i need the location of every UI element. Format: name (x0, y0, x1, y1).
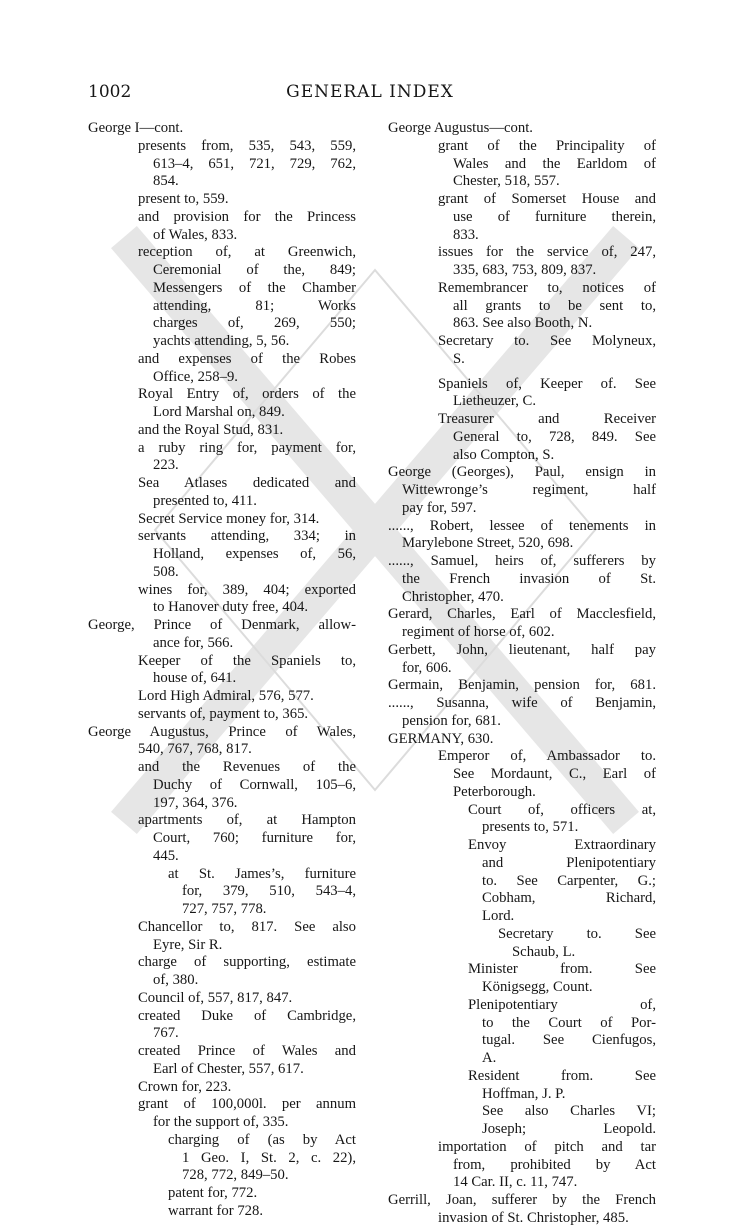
index-subentry-line: 14 Car. II, c. 11, 747. (453, 1174, 578, 1191)
index-heading-line: George, Prince of Denmark, allow- (88, 617, 356, 633)
running-head: GENERAL INDEX (286, 82, 454, 102)
index-subentry-line: for, 379, 510, 543–4, (182, 883, 356, 900)
index-subentry-line: and the Royal Stud, 831. (138, 421, 284, 438)
index-subentry-line: Envoy Extraordinary (468, 837, 656, 853)
index-subentry-line: all grants to be sent to, (453, 297, 656, 314)
index-subentry-line: importation of pitch and tar (438, 1138, 656, 1155)
index-subentry-line: charges of, 269, 550; (153, 315, 356, 332)
index-subentry-line: grant of 100,000l. per annum (138, 1096, 356, 1113)
index-subentry-line: Keeper of the Spaniels to, (138, 652, 356, 669)
index-subentry-line: the French invasion of St. (402, 570, 656, 587)
index-subentry-line: of, 380. (153, 972, 199, 988)
index-heading-line: GERMANY, 630. (388, 730, 494, 747)
index-subentry-line: 335, 683, 753, 809, 837. (453, 262, 597, 278)
index-subentry-line: wines for, 389, 404; exported (138, 581, 356, 598)
index-subentry-line: presented to, 411. (153, 492, 257, 509)
index-subentry-line: apartments of, at Hampton (138, 812, 356, 829)
index-subentry-line: 728, 772, 849–50. (182, 1167, 289, 1184)
index-subentry-line: 540, 767, 768, 817. (138, 741, 252, 758)
index-heading-line: George Augustus, Prince of Wales, (88, 723, 356, 740)
index-subentry-line: servants attending, 334; in (138, 528, 356, 545)
index-subentry-line: also Compton, S. (453, 446, 555, 463)
index-subentry-line: 613–4, 651, 721, 729, 762, (153, 155, 356, 172)
index-subentry-line: Secretary to. See (498, 925, 656, 942)
index-subentry-line: Resident from. See (468, 1067, 656, 1084)
index-subentry-line: General to, 728, 849. See (453, 428, 656, 445)
index-subentry-line: Marylebone Street, 520, 698. (402, 535, 574, 552)
index-subentry-line: See Mordaunt, C., Earl of (453, 766, 656, 782)
index-subentry-line: See also Charles VI; (482, 1103, 656, 1120)
index-subentry-line: Cobham, Richard, (482, 890, 656, 907)
index-subentry-line: Court, 760; furniture for, (153, 830, 356, 846)
page-number: 1002 (88, 82, 132, 102)
index-heading-line: Gerbett, John, lieutenant, half pay (388, 641, 656, 658)
index-subentry-line: house of, 641. (153, 670, 237, 687)
index-heading-line: George I—cont. (88, 120, 184, 136)
index-subentry-line: pay for, 597. (402, 499, 477, 516)
index-subentry-line: for, 606. (402, 659, 452, 676)
index-heading-line: George (Georges), Paul, ensign in (388, 464, 656, 481)
index-subentry-line: 445. (153, 847, 179, 864)
index-subentry-line: regiment of horse of, 602. (402, 624, 555, 640)
index-subentry-line: 767. (153, 1025, 179, 1042)
index-subentry-line: Joseph; Leopold. (482, 1121, 656, 1137)
index-subentry-line: 727, 757, 778. (182, 901, 267, 917)
index-subentry-line: Eyre, Sir R. (153, 936, 223, 953)
index-subentry-line: Chancellor to, 817. See also (138, 918, 356, 935)
index-subentry-line: Wales and the Earldom of (453, 155, 656, 172)
index-subentry-line: yachts attending, 5, 56. (153, 333, 290, 349)
index-heading-line: Germain, Benjamin, pension for, 681. (388, 677, 656, 694)
index-subentry-line: Emperor of, Ambassador to. (438, 748, 656, 765)
index-subentry-line: and expenses of the Robes (138, 350, 356, 367)
index-subentry-line: Council of, 557, 817, 847. (138, 989, 293, 1006)
index-subentry-line: issues for the service of, 247, (438, 244, 656, 261)
index-subentry-line: 508. (153, 563, 179, 580)
index-subentry-line: Plenipotentiary of, (468, 996, 656, 1013)
index-subentry-line: Lietheuzer, C. (453, 393, 537, 410)
index-subentry-line: Messengers of the Chamber (153, 279, 356, 296)
index-heading-line: George Augustus—cont. (388, 120, 533, 136)
index-subentry-line: Earl of Chester, 557, 617. (153, 1060, 304, 1077)
index-heading-line: Gerard, Charles, Earl of Macclesfield, (388, 606, 656, 623)
index-subentry-line: Christopher, 470. (402, 588, 504, 605)
index-subentry-line: Peterborough. (453, 783, 536, 800)
index-subentry-line: A. (482, 1050, 497, 1066)
index-subentry-line: Spaniels of, Keeper of. See (438, 375, 656, 392)
index-subentry-line: grant of Somerset House and (438, 191, 656, 207)
index-subentry-line: Holland, expenses of, 56, (153, 546, 356, 562)
index-subentry-line: 863. See also Booth, N. (453, 315, 593, 332)
index-subentry-line: Secretary to. See Molyneux, (438, 333, 656, 349)
left-index-column (88, 120, 356, 1221)
index-subentry-line: and the Revenues of the (138, 759, 356, 775)
index-subentry-line: Wittewronge’s regiment, half (402, 482, 656, 498)
index-subentry-line: Office, 258–9. (153, 368, 238, 385)
index-subentry-line: Remembrancer to, notices of (438, 279, 656, 296)
index-subentry-line: created Duke of Cambridge, (138, 1007, 356, 1024)
index-subentry-line: Königsegg, Count. (482, 979, 593, 995)
index-subentry-line: pension for, 681. (402, 712, 501, 729)
index-subentry-line: and provision for the Princess (138, 208, 356, 225)
index-subentry-line: Royal Entry of, orders of the (138, 386, 356, 403)
index-subentry-line: Treasurer and Receiver (438, 411, 656, 427)
index-subentry-line: charging of (as by Act (168, 1131, 356, 1148)
index-subentry-line: reception of, at Greenwich, (138, 244, 356, 261)
index-subentry-line: to Hanover duty free, 404. (153, 599, 308, 616)
index-subentry-line: attending, 81; Works (153, 297, 356, 314)
index-subentry-line: created Prince of Wales and (138, 1043, 356, 1059)
index-subentry-line: at St. James’s, furniture (168, 865, 356, 882)
index-heading-line: Gerrill, Joan, sufferer by the French (388, 1192, 656, 1208)
right-index-column (388, 120, 656, 1228)
index-subentry-line: Lord Marshal on, 849. (153, 404, 285, 420)
index-subentry-line: to. See Carpenter, G.; (482, 872, 656, 889)
index-subentry-line: Schaub, L. (512, 943, 576, 960)
index-subentry-line: of Wales, 833. (153, 226, 238, 243)
index-subentry-line: Lord High Admiral, 576, 577. (138, 688, 314, 704)
index-subentry-line: 197, 364, 376. (153, 794, 238, 811)
index-subentry-line: warrant for 728. (168, 1202, 264, 1219)
index-subentry-line: charge of supporting, estimate (138, 954, 356, 971)
index-subentry-line: Lord. (482, 908, 515, 924)
index-subentry-line: a ruby ring for, payment for, (138, 439, 356, 456)
index-subentry-line: servants of, payment to, 365. (138, 705, 309, 722)
index-subentry-line: 223. (153, 457, 179, 474)
index-subentry-line: Hoffman, J. P. (482, 1085, 566, 1102)
index-subentry-line: grant of the Principality of (438, 137, 656, 154)
index-subentry-line: 854. (153, 173, 179, 190)
entry-spacer (388, 369, 656, 376)
index-subentry-line: tugal. See Cienfugos, (482, 1032, 656, 1049)
index-subentry-line: Ceremonial of the, 849; (153, 262, 356, 278)
index-subentry-line: Crown for, 223. (138, 1078, 232, 1095)
index-subentry-line: Chester, 518, 557. (453, 173, 560, 190)
index-subentry-line: ance for, 566. (153, 634, 234, 651)
index-subentry-line: invasion of St. Christopher, 485. (438, 1209, 629, 1226)
index-subentry-line: patent for, 772. (168, 1185, 258, 1201)
index-subentry-line: for the support of, 335. (153, 1114, 289, 1130)
index-subentry-line: and Plenipotentiary (482, 854, 656, 871)
index-subentry-line: 1 Geo. I, St. 2, c. 22), (182, 1149, 356, 1166)
index-subentry-line: Duchy of Cornwall, 105–6, (153, 776, 356, 793)
index-subentry-line: presents from, 535, 543, 559, (138, 137, 356, 154)
index-subentry-line: Court of, officers at, (468, 801, 656, 818)
index-subentry-line: Sea Atlases dedicated and (138, 475, 356, 491)
index-subentry-line: 833. (453, 226, 479, 243)
index-subentry-line: Minister from. See (468, 961, 656, 978)
index-subentry-line: Secret Service money for, 314. (138, 510, 320, 527)
index-subentry-line: presents to, 571. (482, 819, 579, 836)
index-subentry-line: to the Court of Por- (482, 1014, 656, 1031)
index-heading-line: ......, Samuel, heirs of, sufferers by (388, 553, 656, 569)
index-subentry-line: S. (453, 350, 465, 367)
index-subentry-line: present to, 559. (138, 191, 229, 207)
index-subentry-line: from, prohibited by Act (453, 1156, 656, 1173)
index-heading-line: ......, Susanna, wife of Benjamin, (388, 695, 656, 711)
index-subentry-line: use of furniture therein, (453, 208, 656, 225)
index-heading-line: ......, Robert, lessee of tenements in (388, 517, 656, 534)
